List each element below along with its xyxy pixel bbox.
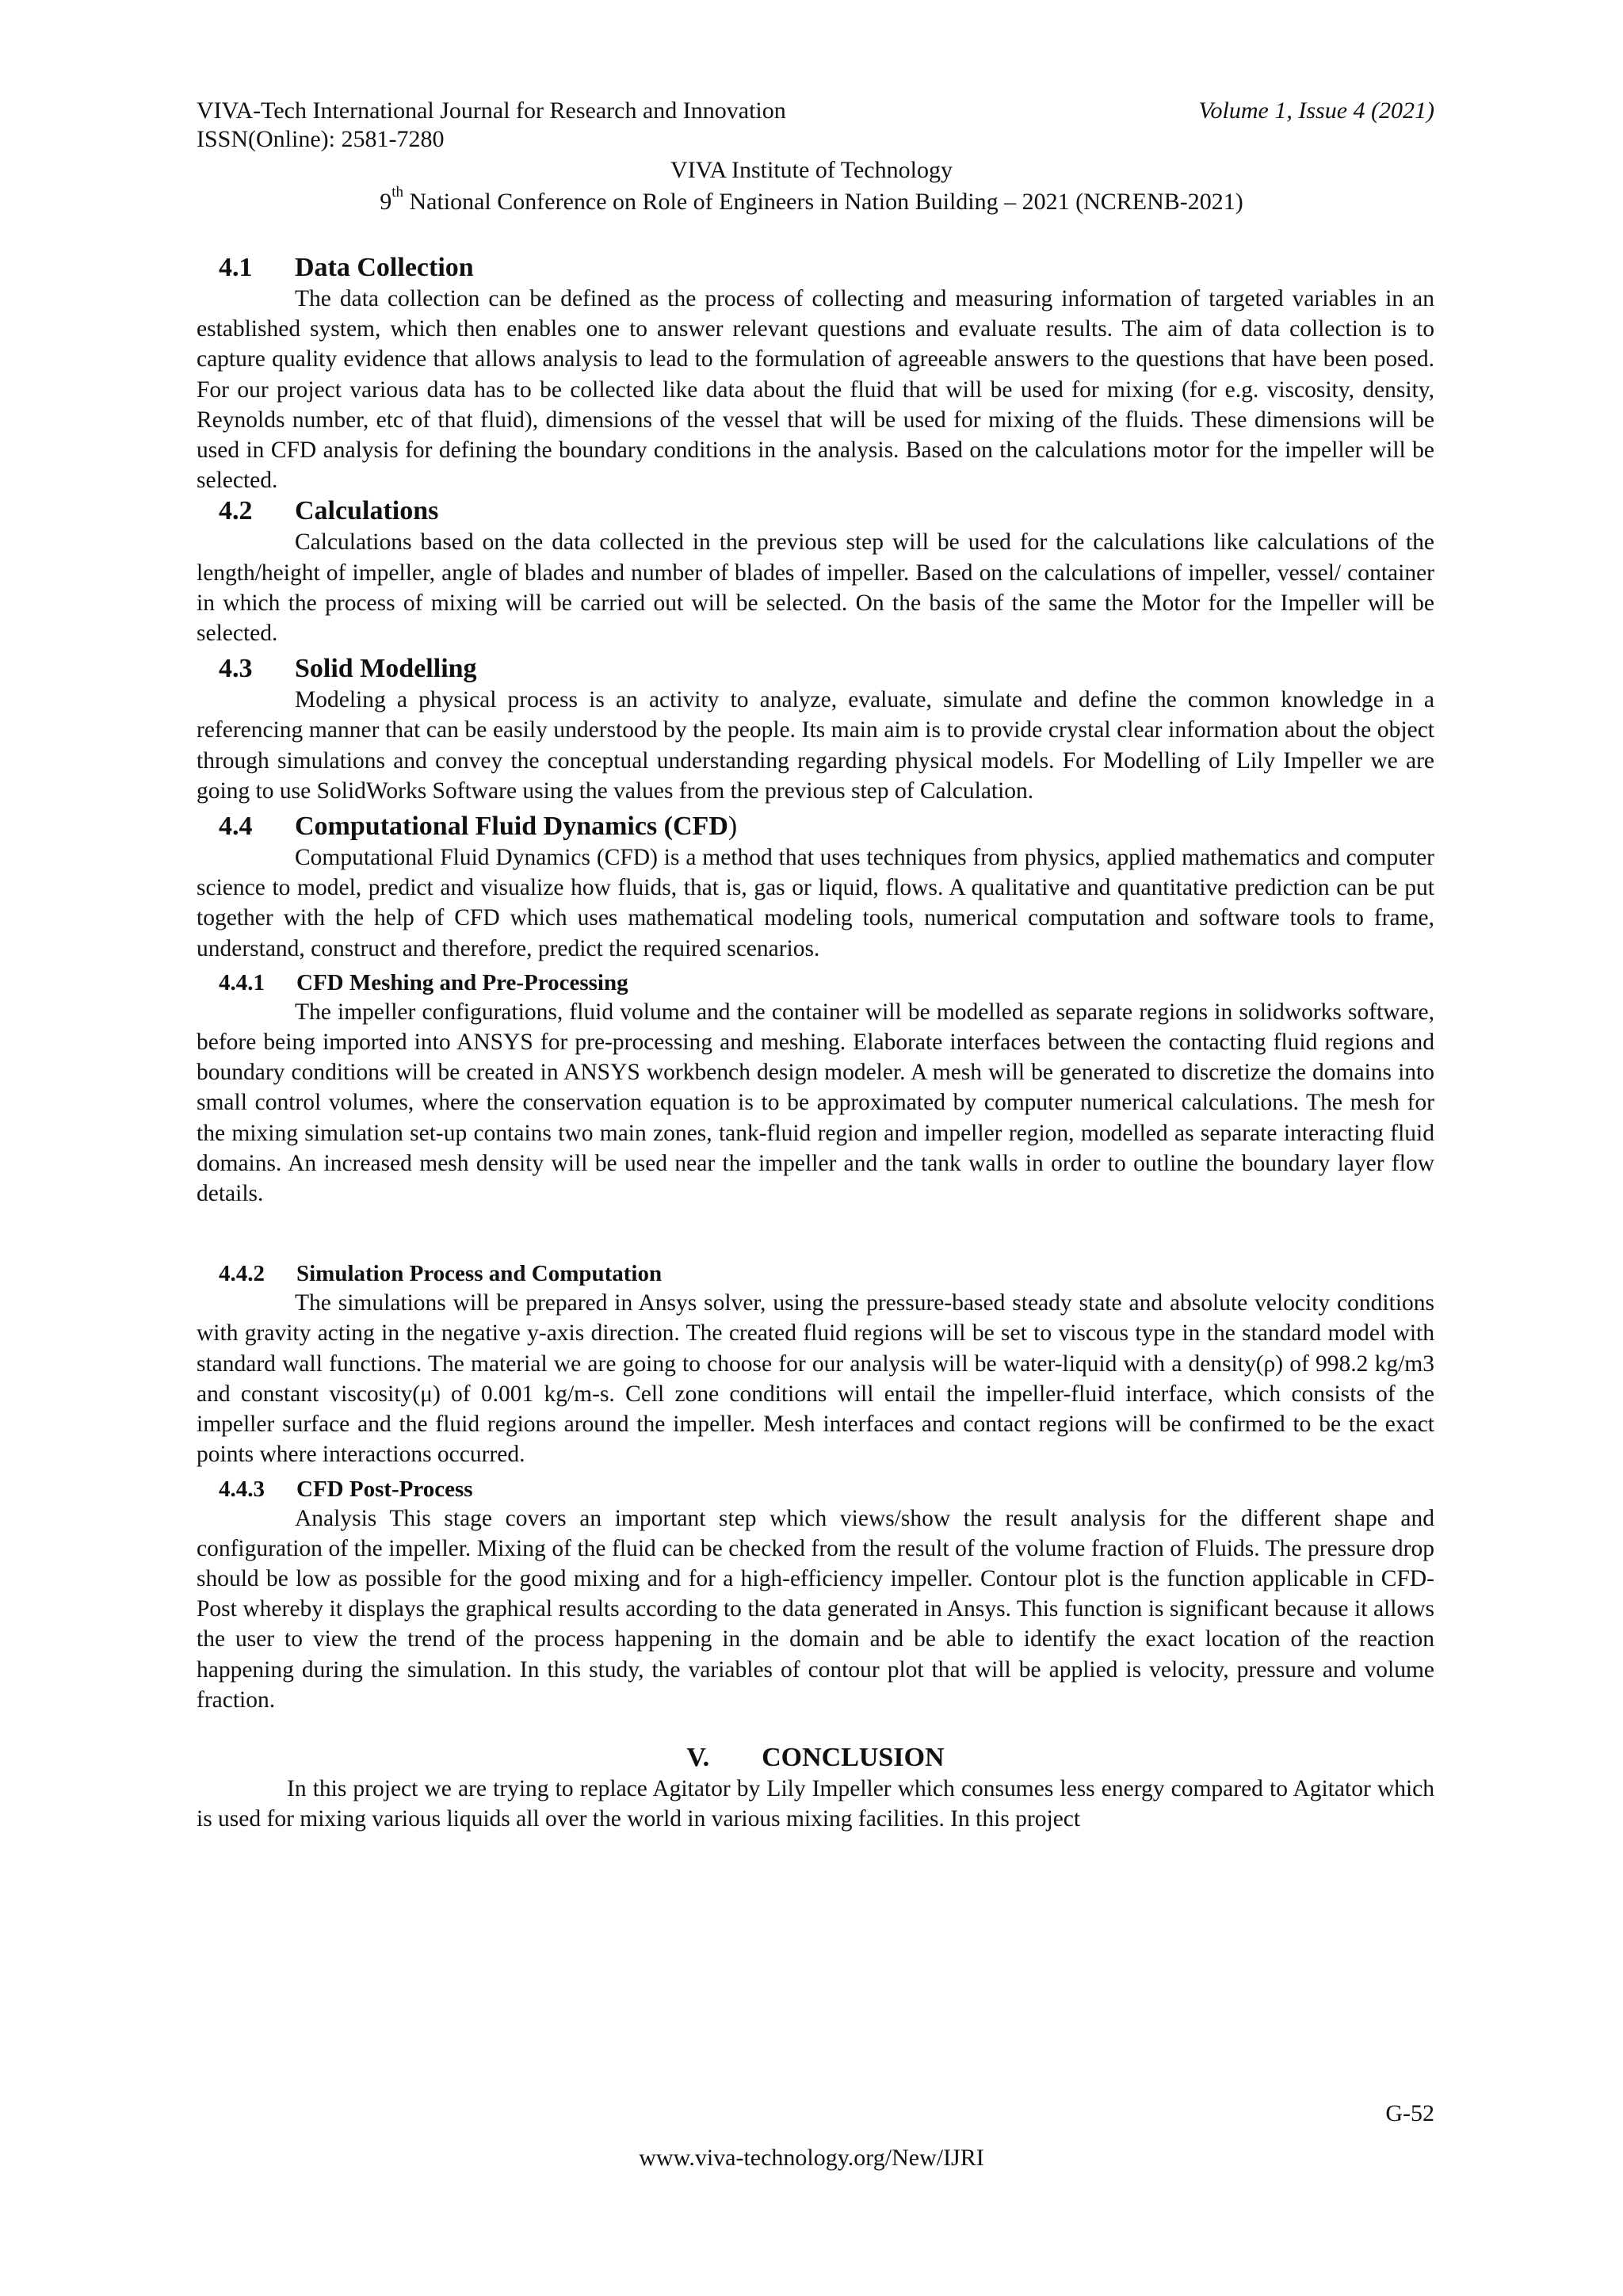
conference-ordinal: 9	[380, 189, 392, 215]
section-paragraph-4-3: Modeling a physical process is an activity to analyze, evaluate, simulate and define the common knowledge in a referencing manner that can be easily understood by the people. Its main aim is to provide crystal clear information about the object through simulations and convey the conceptual understanding regarding physical models. For Modelling of Lily Impeller we are going to use SolidWorks Software using the values from the previous step of Calculation.	[197, 687, 1434, 804]
section-heading-4-1	[197, 252, 1434, 284]
conclusion-heading	[197, 1742, 1434, 1774]
footer-url: www.viva-technology.org/New/IJRI	[639, 2145, 984, 2171]
section-heading-4-4	[197, 811, 1434, 842]
conclusion-number: V.	[686, 1742, 710, 1772]
section-title: Computational Fluid Dynamics (CFD	[295, 812, 728, 842]
journal-name: VIVA-Tech International Journal for Research and Innovation	[197, 97, 786, 124]
conference-title: National Conference on Role of Engineers in Nation Building – 2021 (NCRENB-2021)	[403, 189, 1243, 215]
section-paragraph-4-2: Calculations based on the data collected in the previous step will be used for the calculations like calculations of the length/height of impeller, angle of blades and number of blades of impeller. Based on the calculations of impeller, vessel/ container in which the process of mixing will be carried out will be selected. On the basis of the same the Motor for the Impeller will be selected.	[197, 529, 1434, 647]
section-title: Calculations	[295, 496, 439, 526]
subsection-title: Simulation Process and Computation	[296, 1261, 663, 1287]
conference-ordinal-suffix: th	[391, 184, 403, 201]
subsection-paragraph-4-4-2: The simulations will be prepared in Ansys solver, using the pressure-based steady state and absolute velocity conditions with gravity acting in the negative y-axis direction. The created fluid regions will be set to viscous type in the standard model with standard wall functions. The material we are going to choose for our analysis will be water-liquid with a density(ρ) of 998.2 kg/m3 and constant viscosity(μ) of 0.001 kg/m-s. Cell zone conditions will entail the impeller-fluid interface, which consists of the impeller surface and the fluid regions around the impeller. Mesh interfaces and contact regions will be confirmed to be the exact points where interactions occurred.	[197, 1290, 1434, 1468]
section-number: 4.3	[219, 654, 253, 684]
section-number: 4.2	[219, 496, 253, 526]
institute-name: VIVA Institute of Technology	[670, 157, 953, 183]
conclusion-paragraph: In this project we are trying to replace Agitator by Lily Impeller which consumes less energy compared to Agitator which is used for mixing various liquids all over the world in various mixing facilities. In this project	[197, 1775, 1434, 1832]
subsection-title: CFD Meshing and Pre-Processing	[296, 969, 628, 995]
subsection-heading-4-4-1	[197, 968, 1434, 997]
conclusion-title: CONCLUSION	[762, 1742, 945, 1772]
page-number: G-52	[1385, 2100, 1434, 2126]
section-title: Solid Modelling	[295, 654, 477, 684]
section-heading-4-3	[197, 653, 1434, 685]
subsection-paragraph-4-4-3: Analysis This stage covers an important step which views/show the result analysis for the different shape and configuration of the impeller. Mixing of the fluid can be checked from the result of the volume fraction of Fluids. The pressure drop should be low as possible for the good mixing and for a high-efficiency impeller. Contour plot is the function applicable in CFD-Post whereby it displays the graphical results according to the data generated in Ansys. This function is significant because it allows the user to view the trend of the process happening in the domain and be able to identify the exact location of the reaction happening during the simulation. In this study, the variables of contour plot that will be applied is velocity, pressure and volume fraction.	[197, 1505, 1434, 1713]
section-paragraph-4-1: The data collection can be defined as the process of collecting and measuring information of targeted variables in an established system, which then enables one to answer relevant questions and evaluate results. The aim of data collection is to capture quality evidence that allows analysis to lead to the formulation of agreeable answers to the questions that have been posed. For our project various data has to be collected like data about the fluid that will be used for mixing (for e.g. viscosity, density, Reynolds number, etc of that fluid), dimensions of the vessel that will be used for mixing of the fluids. These dimensions will be used in CFD analysis for defining the boundary conditions in the analysis. Based on the calculations motor for the impeller will be selected.	[197, 286, 1434, 494]
section-number: 4.4	[219, 812, 253, 842]
conference-name	[0, 184, 1623, 216]
subsection-paragraph-4-4-1: The impeller configurations, fluid volume and the container will be modelled as separate regions in solidworks software, before being imported into ANSYS for pre-processing and meshing. Elaborate interfaces between the contacting fluid regions and boundary conditions will be created in ANSYS workbench design modeler. A mesh will be generated to discretize the domains into small control volumes, where the conservation equation is to be approximated by computer numerical calculations. The mesh for the mixing simulation set-up contains two main zones, tank-fluid region and impeller region, modelled as separate interacting fluid domains. An increased mesh density will be used near the impeller and the tank walls in order to outline the boundary layer flow details.	[197, 999, 1434, 1207]
section-heading-4-2	[197, 495, 1434, 527]
issn: ISSN(Online): 2581-7280	[197, 126, 445, 152]
section-title: Data Collection	[295, 253, 474, 282]
subsection-heading-4-4-2	[197, 1259, 1434, 1288]
subsection-number: 4.4.2	[219, 1261, 265, 1287]
subsection-number: 4.4.1	[219, 969, 265, 995]
subsection-title: CFD Post-Process	[296, 1476, 473, 1502]
running-header-left	[197, 97, 786, 154]
section-paragraph-4-4: Computational Fluid Dynamics (CFD) is a method that uses techniques from physics, applied mathematics and computer science to model, predict and visualize how fluids, that is, gas or liquid, flows. A qualitative and quantitative prediction can be put together with the help of CFD which uses mathematical modeling tools, numerical computation and software tools to frame, understand, construct and therefore, predict the required scenarios.	[197, 845, 1434, 961]
subsection-heading-4-4-3	[197, 1475, 1434, 1503]
section-number: 4.1	[219, 253, 253, 282]
section-title-tail: )	[727, 812, 738, 842]
subsection-number: 4.4.3	[219, 1476, 265, 1502]
article-body	[197, 252, 1434, 1834]
volume-issue: Volume 1, Issue 4 (2021)	[1198, 97, 1434, 124]
